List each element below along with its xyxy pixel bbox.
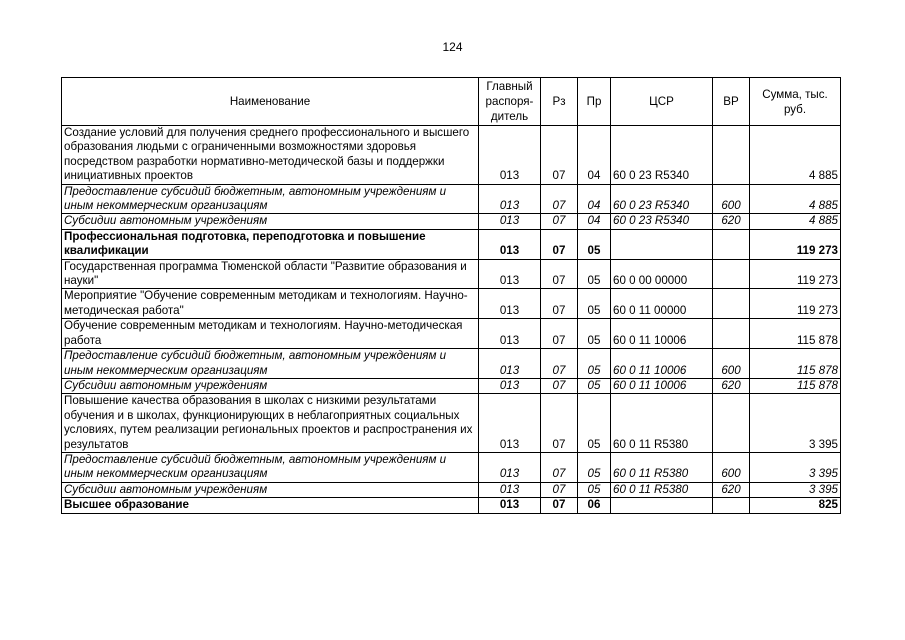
table-row <box>62 482 841 497</box>
table-row <box>62 184 841 214</box>
cell-csr: 60 0 00 00000 <box>611 259 713 289</box>
cell-sum: 115 878 <box>750 349 841 379</box>
cell-rz: 07 <box>541 378 578 393</box>
cell-vr: 600 <box>713 349 750 379</box>
cell-name: Мероприятие "Обучение современным методикам и технологиям. Научно-методическая работа" <box>62 289 479 319</box>
cell-vr: 600 <box>713 452 750 482</box>
table-body <box>62 126 841 514</box>
table-row <box>62 319 841 349</box>
cell-rz: 07 <box>541 184 578 214</box>
header-manager: Главный распоря-дитель <box>479 78 541 126</box>
cell-sum: 119 273 <box>750 289 841 319</box>
header-vr: ВР <box>713 78 750 126</box>
cell-csr: 60 0 11 00000 <box>611 289 713 319</box>
cell-csr: 60 0 11 R5380 <box>611 482 713 497</box>
cell-manager: 013 <box>479 378 541 393</box>
cell-vr <box>713 259 750 289</box>
cell-name: Предоставление субсидий бюджетным, автономным учреждениям и иным некоммерческим организациям <box>62 184 479 214</box>
cell-pr: 04 <box>578 214 611 229</box>
cell-vr <box>713 498 750 513</box>
header-sum: Сумма, тыс. руб. <box>750 78 841 126</box>
header-csr: ЦСР <box>611 78 713 126</box>
cell-rz: 07 <box>541 394 578 453</box>
cell-name: Предоставление субсидий бюджетным, автономным учреждениям и иным некоммерческим организациям <box>62 349 479 379</box>
budget-table <box>61 77 841 514</box>
cell-vr: 620 <box>713 378 750 393</box>
cell-sum: 115 878 <box>750 319 841 349</box>
cell-csr: 60 0 23 R5340 <box>611 126 713 185</box>
cell-name: Субсидии автономным учреждениям <box>62 214 479 229</box>
cell-name: Субсидии автономным учреждениям <box>62 378 479 393</box>
cell-manager: 013 <box>479 289 541 319</box>
table-row <box>62 452 841 482</box>
cell-sum: 4 885 <box>750 184 841 214</box>
cell-pr: 05 <box>578 378 611 393</box>
cell-pr: 04 <box>578 126 611 185</box>
cell-name: Повышение качества образования в школах с низкими результатами обучения и в школах, функционирующих в неблагоприятных социальных условиях, путем реализации региональных проектов и распространения их результатов <box>62 394 479 453</box>
cell-name: Обучение современным методикам и технологиям. Научно-методическая работа <box>62 319 479 349</box>
cell-pr: 05 <box>578 394 611 453</box>
table-row <box>62 214 841 229</box>
cell-vr <box>713 229 750 259</box>
cell-name: Создание условий для получения среднего профессионального и высшего образования людьми с ограниченными возможностями здоровья посредством разработки нормативно-методической базы и поддержки инициативных проектов <box>62 126 479 185</box>
cell-pr: 06 <box>578 498 611 513</box>
cell-manager: 013 <box>479 452 541 482</box>
cell-csr: 60 0 23 R5340 <box>611 184 713 214</box>
cell-csr: 60 0 11 R5380 <box>611 452 713 482</box>
cell-vr: 600 <box>713 184 750 214</box>
cell-vr <box>713 126 750 185</box>
cell-rz: 07 <box>541 498 578 513</box>
cell-csr: 60 0 11 10006 <box>611 349 713 379</box>
table-row <box>62 229 841 259</box>
cell-manager: 013 <box>479 126 541 185</box>
cell-sum: 4 885 <box>750 126 841 185</box>
cell-sum: 825 <box>750 498 841 513</box>
cell-rz: 07 <box>541 259 578 289</box>
cell-pr: 05 <box>578 452 611 482</box>
cell-rz: 07 <box>541 214 578 229</box>
cell-rz: 07 <box>541 482 578 497</box>
cell-rz: 07 <box>541 452 578 482</box>
cell-vr: 620 <box>713 214 750 229</box>
table-row <box>62 349 841 379</box>
cell-pr: 05 <box>578 289 611 319</box>
table-row <box>62 126 841 185</box>
cell-manager: 013 <box>479 349 541 379</box>
cell-pr: 05 <box>578 319 611 349</box>
cell-manager: 013 <box>479 482 541 497</box>
cell-manager: 013 <box>479 394 541 453</box>
cell-manager: 013 <box>479 184 541 214</box>
table-row <box>62 289 841 319</box>
cell-pr: 05 <box>578 482 611 497</box>
cell-csr: 60 0 11 R5380 <box>611 394 713 453</box>
cell-rz: 07 <box>541 289 578 319</box>
cell-pr: 05 <box>578 259 611 289</box>
cell-rz: 07 <box>541 349 578 379</box>
cell-manager: 013 <box>479 214 541 229</box>
cell-sum: 3 395 <box>750 452 841 482</box>
cell-csr: 60 0 11 10006 <box>611 319 713 349</box>
cell-sum: 4 885 <box>750 214 841 229</box>
cell-name: Субсидии автономным учреждениям <box>62 482 479 497</box>
header-pr: Пр <box>578 78 611 126</box>
cell-csr: 60 0 23 R5340 <box>611 214 713 229</box>
table-row <box>62 498 841 513</box>
cell-csr <box>611 229 713 259</box>
header-rz: Рз <box>541 78 578 126</box>
table-header-row <box>62 78 841 126</box>
cell-name: Высшее образование <box>62 498 479 513</box>
cell-csr <box>611 498 713 513</box>
cell-name: Профессиональная подготовка, переподготовка и повышение квалификации <box>62 229 479 259</box>
cell-vr <box>713 289 750 319</box>
cell-pr: 04 <box>578 184 611 214</box>
cell-sum: 3 395 <box>750 482 841 497</box>
cell-pr: 05 <box>578 349 611 379</box>
cell-name: Государственная программа Тюменской области "Развитие образования и науки" <box>62 259 479 289</box>
cell-vr: 620 <box>713 482 750 497</box>
cell-sum: 119 273 <box>750 229 841 259</box>
cell-manager: 013 <box>479 319 541 349</box>
header-name: Наименование <box>62 78 479 126</box>
cell-sum: 115 878 <box>750 378 841 393</box>
table-row <box>62 259 841 289</box>
cell-rz: 07 <box>541 126 578 185</box>
cell-vr <box>713 319 750 349</box>
cell-manager: 013 <box>479 229 541 259</box>
table-row <box>62 378 841 393</box>
cell-pr: 05 <box>578 229 611 259</box>
cell-sum: 3 395 <box>750 394 841 453</box>
cell-manager: 013 <box>479 259 541 289</box>
cell-sum: 119 273 <box>750 259 841 289</box>
cell-rz: 07 <box>541 229 578 259</box>
cell-name: Предоставление субсидий бюджетным, автономным учреждениям и иным некоммерческим организациям <box>62 452 479 482</box>
cell-manager: 013 <box>479 498 541 513</box>
cell-csr: 60 0 11 10006 <box>611 378 713 393</box>
page-number: 124 <box>442 40 463 54</box>
table-row <box>62 394 841 453</box>
cell-vr <box>713 394 750 453</box>
cell-rz: 07 <box>541 319 578 349</box>
